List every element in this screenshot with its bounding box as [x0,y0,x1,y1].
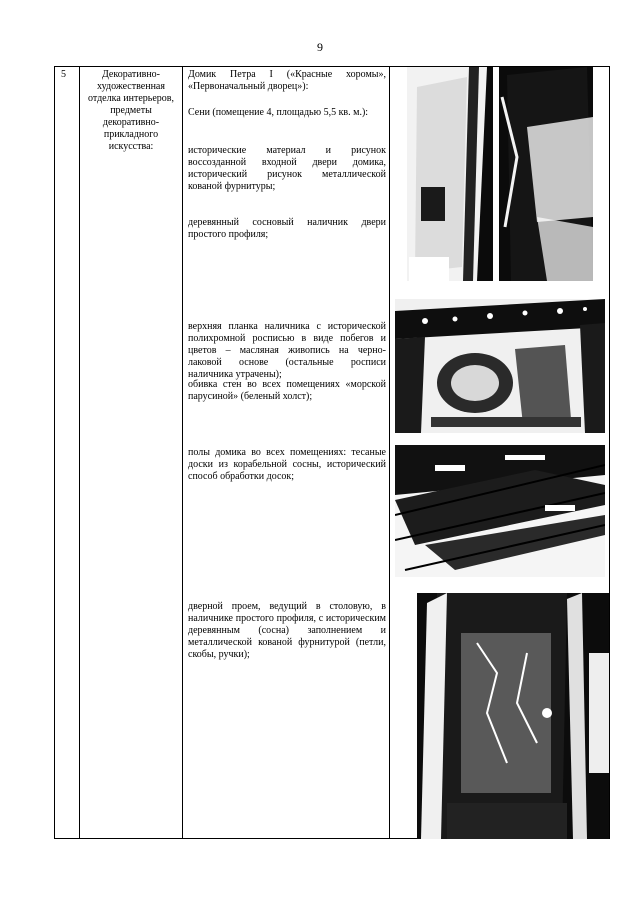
item-description: дверной проем, ведущий в столовую, в наличнике простого профиля, с историческим деревянным (сосна) заполнением и металлической кованой фурнитурой (петли, скобы, ручки); [188,601,386,660]
item-description: верхняя планка наличника с исторической полихромной росписью в виде побегов и цветов – масляная живопись на черно-лаковой основе (остальные росписи наличника утрачены); [188,321,386,380]
item-description: обивка стен во всех помещениях «морской парусиной» (беленый холст); [188,379,386,402]
item-description: деревянный сосновый наличник двери простого профиля; [188,217,386,240]
heritage-table [54,66,610,839]
item-description: исторические материал и рисунок воссозданной входной двери домика, исторический рисунок металлической кованой фурнитуры; [188,145,386,192]
row-number: 5 [61,69,66,80]
doorway-photo [417,593,609,839]
door-photo [407,67,593,281]
column-divider [389,67,390,838]
column-divider [182,67,183,838]
page-number: 9 [317,40,323,54]
item-description: Домик Петра I («Красные хоромы», «Первоначальный дворец»): [188,69,386,92]
item-description: Сени (помещение 4, площадью 5,5 кв. м.): [188,107,369,118]
painted-lintel-photo [395,299,605,433]
floorboards-photo [395,445,605,577]
column-divider [79,67,80,838]
row-category: Декоративно-художественная отделка интерьеров, предметы декоративно-прикладного искусства: [87,69,174,152]
item-description: полы домика во всех помещениях: тесаные доски из корабельной сосны, исторический способ обработки досок; [188,447,386,482]
